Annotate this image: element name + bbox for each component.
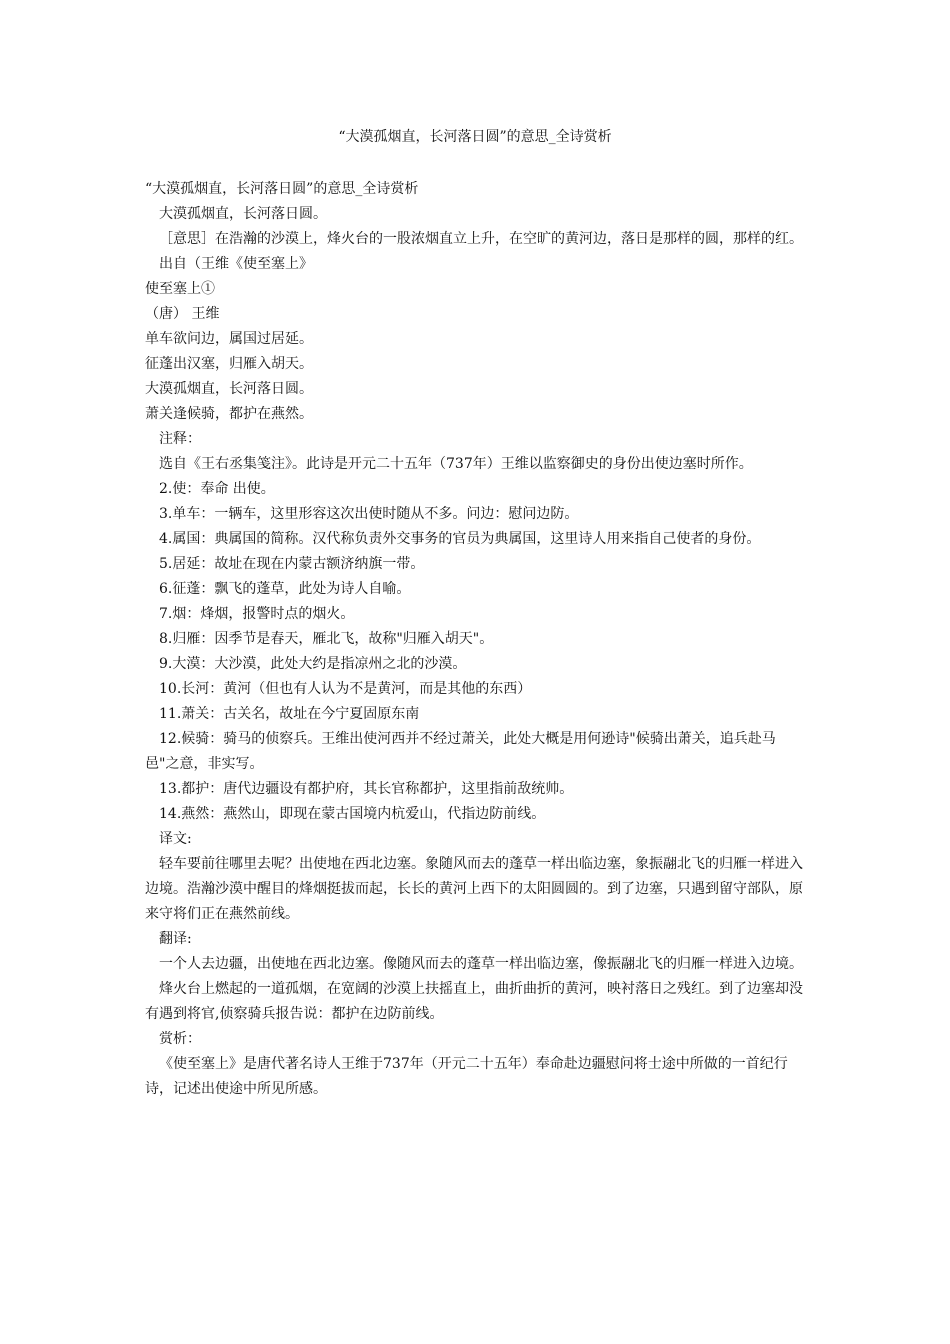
paragraph: 使至塞上① <box>145 281 215 297</box>
paragraph: 9.大漠：大沙漠，此处大约是指凉州之北的沙漠。 <box>159 656 467 672</box>
paragraph: 赏析： <box>159 1031 201 1047</box>
paragraph: 6.征蓬：飘飞的蓬草，此处为诗人自喻。 <box>159 581 411 597</box>
paragraph: 7.烟：烽烟，报警时点的烟火。 <box>159 606 355 622</box>
paragraph: ［意思］在浩瀚的沙漠上，烽火台的一股浓烟直立上升，在空旷的黄河边，落日是那样的圆，那样的红。 <box>159 231 803 247</box>
paragraph: 萧关逢候骑，都护在燕然。 <box>145 406 313 422</box>
paragraph: 8.归雁：因季节是春天，雁北飞，故称"归雁入胡天"。 <box>159 631 494 647</box>
paragraph: 2.使：奉命 出使。 <box>159 481 275 497</box>
paragraph: 翻译: <box>159 931 192 947</box>
paragraph: 14.燕然：燕然山，即现在蒙古国境内杭爱山，代指边防前线。 <box>159 806 546 822</box>
paragraph: 10.长河：黄河（但也有人认为不是黄河，而是其他的东西） <box>159 681 532 697</box>
paragraph: 大漠孤烟直，长河落日圆。 <box>159 206 327 222</box>
paragraph: 出自（王维《使至塞上》 <box>159 256 313 272</box>
document-body <box>145 177 805 1102</box>
paragraph: 《使至塞上》是唐代著名诗人王维于737年（开元二十五年）奉命赴边疆慰问将士途中所做的一首纪行诗，记述出使途中所见所感。 <box>145 1056 788 1097</box>
paragraph: 大漠孤烟直，长河落日圆。 <box>145 381 313 397</box>
paragraph: 轻车要前往哪里去呢？出使地在西北边塞。象随风而去的蓬草一样出临边塞，象振翮北飞的归雁一样进入边境。浩瀚沙漠中醒目的烽烟挺拔而起，长长的黄河上西下的太阳圆圆的。到了边塞，只遇到留守部队，原来守将们正在燕然前线。 <box>145 856 803 922</box>
paragraph: 11.萧关：古关名，故址在今宁夏固原东南 <box>159 706 420 722</box>
paragraph: 注释： <box>159 431 201 447</box>
paragraph: （唐） 王维 <box>145 306 220 322</box>
paragraph: 一个人去边疆，出使地在西北边塞。像随风而去的蓬草一样出临边塞，像振翮北飞的归雁一样进入边境。 <box>159 956 803 972</box>
paragraph: 13.都护：唐代边疆设有都护府，其长官称都护，这里指前敌统帅。 <box>159 781 574 797</box>
document-title: “大漠孤烟直，长河落日圆”的意思_全诗赏析 <box>338 129 612 145</box>
paragraph: 5.居延：故址在现在内蒙古额济纳旗一带。 <box>159 556 425 572</box>
paragraph: 4.属国：典属国的简称。汉代称负责外交事务的官员为典属国，这里诗人用来指自己使者的身份。 <box>159 531 761 547</box>
paragraph: “大漠孤烟直，长河落日圆”的意思_全诗赏析 <box>145 181 419 197</box>
paragraph: 烽火台上燃起的一道孤烟，在宽阔的沙漠上扶摇直上，曲折曲折的黄河，映衬落日之残红。到了边塞却没有遇到将官,侦察骑兵报告说：都护在边防前线。 <box>145 981 803 1022</box>
paragraph: 12.候骑：骑马的侦察兵。王维出使河西并不经过萧关，此处大概是用何逊诗"候骑出萧关，追兵赴马邑"之意，非实写。 <box>145 731 776 772</box>
paragraph: 选自《王右丞集笺注》。此诗是开元二十五年（737年）王维以监察御史的身份出使边塞时所作。 <box>159 456 753 472</box>
paragraph: 单车欲问边，属国过居延。 <box>145 331 313 347</box>
paragraph: 译文: <box>159 831 192 847</box>
paragraph: 征蓬出汉塞，归雁入胡天。 <box>145 356 313 372</box>
paragraph: 3.单车：一辆车，这里形容这次出使时随从不多。问边：慰问边防。 <box>159 506 579 522</box>
